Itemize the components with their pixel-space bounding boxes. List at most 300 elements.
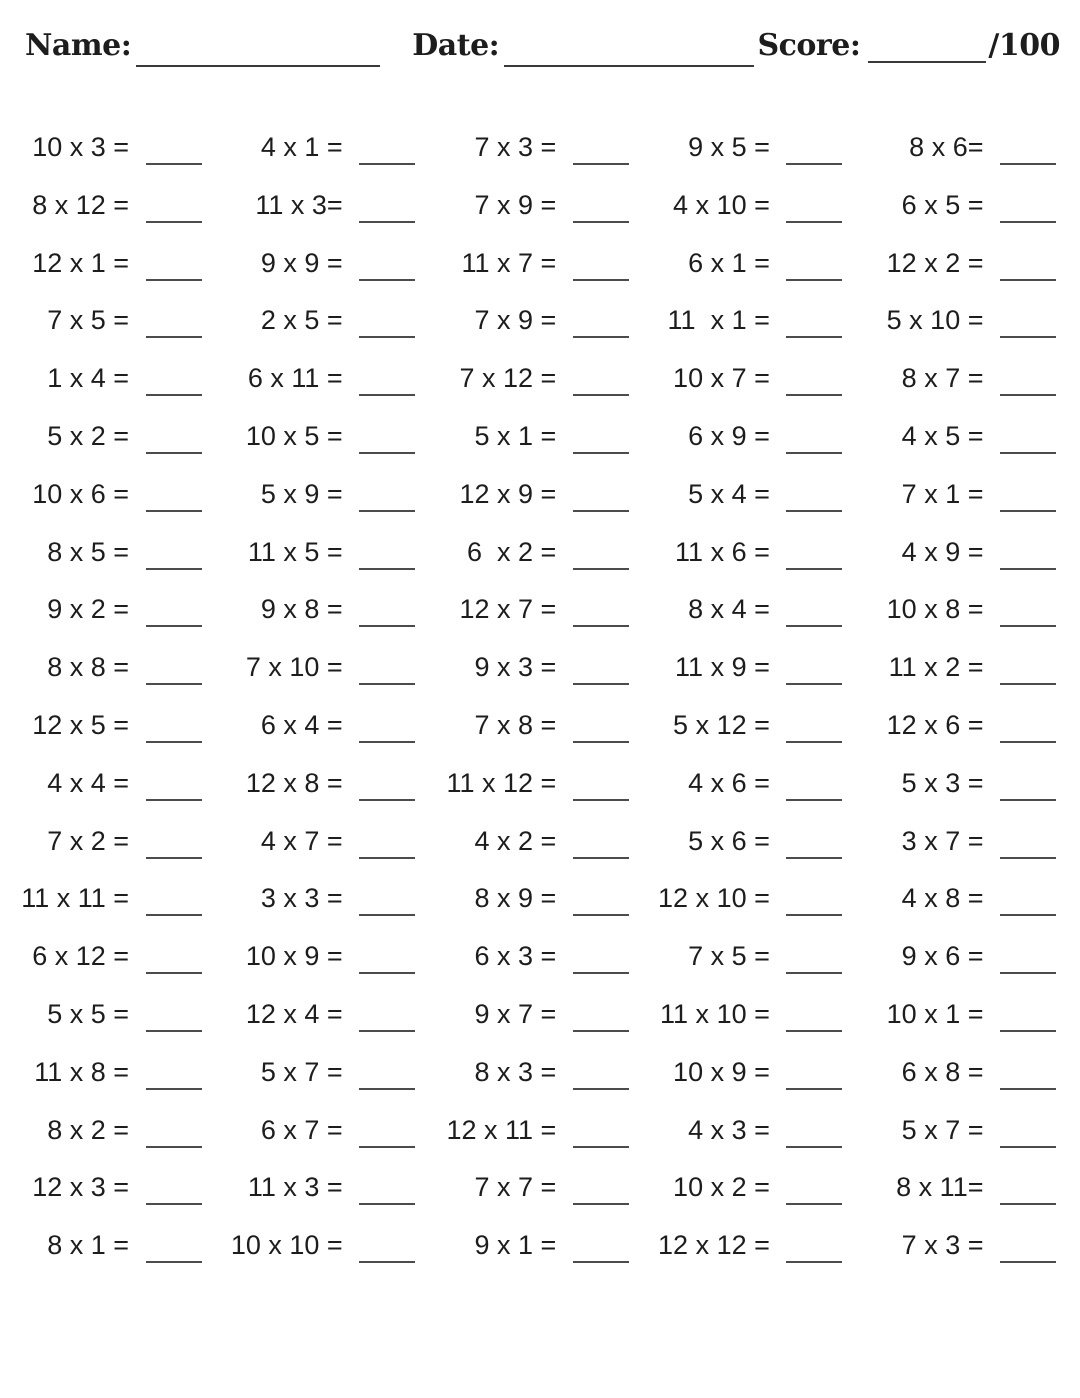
score-input-line[interactable] — [868, 60, 986, 63]
problem-cell — [218, 813, 432, 871]
problem-text: 11 x 9 = — [675, 652, 770, 683]
problem-cell — [645, 870, 859, 928]
answer-blank[interactable] — [146, 394, 202, 396]
problem-text: 6 x 12 = — [32, 941, 130, 972]
problem-text: 8 x 8 = — [47, 652, 130, 683]
problem-cell — [858, 408, 1072, 466]
problem-text: 7 x 10 = — [245, 652, 343, 683]
problem-text: 9 x 7 = — [474, 998, 557, 1029]
problem-cell — [645, 119, 859, 177]
problem-text: 7 x 5 = — [688, 941, 770, 972]
problem-text: 7 x 9 = — [474, 305, 557, 336]
answer-blank[interactable] — [786, 914, 842, 916]
answer-blank[interactable] — [146, 1146, 202, 1148]
problem-cell — [645, 1044, 859, 1102]
problem-cell — [431, 292, 645, 350]
answer-blank[interactable] — [359, 1088, 415, 1090]
problem-text: 11 x 3= — [255, 189, 343, 220]
problem-text: 6 x 7 = — [260, 1114, 343, 1145]
problem-text: 6 x 11 = — [247, 363, 343, 394]
problem-text: 12 x 4 = — [245, 998, 343, 1029]
problem-text: 8 x 3 = — [474, 1056, 557, 1087]
problem-text: 10 x 7 = — [673, 363, 770, 394]
answer-blank[interactable] — [359, 1203, 415, 1205]
answer-blank[interactable] — [573, 1261, 629, 1263]
problem-text: 12 x 8 = — [245, 767, 343, 798]
answer-blank[interactable] — [146, 452, 202, 454]
problem-cell — [858, 235, 1072, 293]
problem-cell — [4, 177, 218, 235]
problem-text: 10 x 9 = — [673, 1056, 770, 1087]
problem-cell — [4, 581, 218, 639]
problem-cell — [645, 466, 859, 524]
problem-text: 11 x 5 = — [247, 536, 343, 567]
problem-cell — [645, 928, 859, 986]
problem-cell — [218, 697, 432, 755]
answer-blank[interactable] — [573, 221, 629, 223]
answer-blank[interactable] — [146, 1203, 202, 1205]
problem-cell — [218, 466, 432, 524]
problem-text: 10 x 8 = — [886, 594, 984, 625]
date-input-line[interactable] — [504, 64, 754, 67]
problem-cell — [431, 177, 645, 235]
problem-cell — [218, 235, 432, 293]
answer-blank[interactable] — [786, 625, 842, 627]
problem-text: 12 x 1 = — [32, 247, 130, 278]
problem-text: 2 x 5 = — [260, 305, 343, 336]
problem-text: 11 x 2 = — [888, 652, 984, 683]
answer-blank[interactable] — [359, 914, 415, 916]
problem-cell — [4, 1159, 218, 1217]
problem-text: 8 x 6= — [909, 132, 984, 162]
problem-cell — [431, 928, 645, 986]
problem-text: 5 x 6 = — [688, 825, 770, 856]
problem-cell — [645, 813, 859, 871]
problem-cell — [218, 870, 432, 928]
answer-blank[interactable] — [1000, 683, 1056, 685]
problem-text: 4 x 7 = — [260, 825, 343, 856]
problem-text: 7 x 3 = — [901, 1230, 984, 1261]
problem-cell — [431, 524, 645, 582]
answer-blank[interactable] — [786, 394, 842, 396]
answer-blank[interactable] — [786, 1261, 842, 1263]
date-field — [412, 28, 754, 63]
answer-blank[interactable] — [359, 683, 415, 685]
answer-blank[interactable] — [573, 741, 629, 743]
answer-blank[interactable] — [786, 799, 842, 801]
answer-blank[interactable] — [359, 625, 415, 627]
answer-blank[interactable] — [786, 279, 842, 281]
problem-cell — [645, 581, 859, 639]
answer-blank[interactable] — [359, 1261, 415, 1263]
problem-text: 10 x 6 = — [32, 478, 130, 509]
problem-cell — [431, 1217, 645, 1275]
problem-text: 12 x 6 = — [886, 709, 984, 740]
answer-blank[interactable] — [573, 279, 629, 281]
answer-blank[interactable] — [573, 1146, 629, 1148]
problem-cell — [218, 408, 432, 466]
problem-text: 11 x 11 = — [21, 883, 130, 914]
answer-blank[interactable] — [786, 972, 842, 974]
answer-blank[interactable] — [1000, 1261, 1056, 1263]
answer-blank[interactable] — [1000, 914, 1056, 916]
problem-cell — [858, 639, 1072, 697]
answer-blank[interactable] — [1000, 336, 1056, 338]
answer-blank[interactable] — [786, 1030, 842, 1032]
problem-text: 7 x 2 = — [47, 825, 130, 856]
problem-text: 5 x 3 = — [901, 767, 984, 798]
name-label: Name: — [25, 28, 132, 63]
problem-cell — [431, 986, 645, 1044]
problem-text: 4 x 2 = — [474, 825, 557, 856]
problem-cell — [645, 1159, 859, 1217]
problem-text: 4 x 8 = — [901, 883, 984, 914]
problem-cell — [4, 870, 218, 928]
problem-cell — [858, 1217, 1072, 1275]
answer-blank[interactable] — [359, 1146, 415, 1148]
problem-text: 8 x 7 = — [901, 363, 984, 394]
answer-blank[interactable] — [786, 452, 842, 454]
problem-text: 10 x 5 = — [245, 420, 343, 451]
answer-blank[interactable] — [146, 510, 202, 512]
problem-cell — [858, 119, 1072, 177]
problem-text: 5 x 9 = — [260, 478, 343, 509]
problem-text: 4 x 4 = — [47, 767, 130, 798]
problem-cell — [645, 1217, 859, 1275]
answer-blank[interactable] — [786, 1203, 842, 1205]
answer-blank[interactable] — [573, 857, 629, 859]
answer-blank[interactable] — [786, 1146, 842, 1148]
problem-text: 1 x 4 = — [47, 363, 130, 394]
problem-text: 11 x 8 = — [34, 1056, 130, 1087]
problem-cell — [4, 1217, 218, 1275]
answer-blank[interactable] — [1000, 1030, 1056, 1032]
problem-cell — [431, 870, 645, 928]
problem-cell — [4, 350, 218, 408]
problem-text: 6 x 9 = — [688, 420, 770, 451]
problem-text: 5 x 2 = — [47, 420, 130, 451]
problem-text: 12 x 7 = — [459, 594, 557, 625]
problem-text: 4 x 6 = — [688, 767, 770, 798]
problem-cell — [645, 986, 859, 1044]
problem-text: 9 x 3 = — [474, 652, 557, 683]
problem-text: 8 x 2 = — [47, 1114, 130, 1145]
answer-blank[interactable] — [146, 1261, 202, 1263]
problem-cell — [858, 755, 1072, 813]
answer-blank[interactable] — [786, 1088, 842, 1090]
answer-blank[interactable] — [146, 336, 202, 338]
answer-blank[interactable] — [573, 972, 629, 974]
problem-text: 4 x 5 = — [901, 420, 984, 451]
answer-blank[interactable] — [573, 336, 629, 338]
answer-blank[interactable] — [1000, 857, 1056, 859]
answer-blank[interactable] — [1000, 972, 1056, 974]
problem-cell — [4, 119, 218, 177]
problem-cell — [858, 466, 1072, 524]
problem-text: 4 x 9 = — [901, 536, 984, 567]
answer-blank[interactable] — [359, 741, 415, 743]
problem-text: 4 x 3 = — [688, 1114, 770, 1145]
problems-grid — [4, 119, 1072, 1275]
problem-text: 8 x 11= — [896, 1172, 984, 1203]
answer-blank[interactable] — [573, 799, 629, 801]
problem-cell — [218, 1217, 432, 1275]
problem-cell — [218, 1102, 432, 1160]
problem-cell — [858, 813, 1072, 871]
problem-cell — [218, 119, 432, 177]
answer-blank[interactable] — [146, 568, 202, 570]
answer-blank[interactable] — [359, 857, 415, 859]
problem-text: 12 x 10 = — [658, 883, 770, 914]
problem-text: 7 x 8 = — [474, 709, 557, 740]
problem-cell — [4, 466, 218, 524]
problem-text: 6 x 1 = — [688, 247, 770, 278]
problem-text: 5 x 7 = — [901, 1114, 984, 1145]
problem-cell — [645, 177, 859, 235]
problem-text: 10 x 3 = — [32, 132, 130, 162]
problem-cell — [218, 1044, 432, 1102]
answer-blank[interactable] — [1000, 510, 1056, 512]
answer-blank[interactable] — [146, 279, 202, 281]
problem-text: 5 x 4 = — [688, 478, 770, 509]
problem-text: 10 x 1 = — [886, 998, 984, 1029]
answer-blank[interactable] — [1000, 1203, 1056, 1205]
problem-cell — [858, 697, 1072, 755]
answer-blank[interactable] — [1000, 1146, 1056, 1148]
problem-cell — [218, 524, 432, 582]
problem-cell — [645, 408, 859, 466]
problem-text: 12 x 11 = — [446, 1114, 557, 1145]
problem-cell — [218, 350, 432, 408]
problem-text: 5 x 12 = — [673, 709, 770, 740]
date-label: Date: — [412, 28, 500, 63]
problem-text: 8 x 12 = — [32, 189, 130, 220]
answer-blank[interactable] — [786, 163, 842, 165]
problem-cell — [218, 177, 432, 235]
problem-cell — [218, 639, 432, 697]
problem-cell — [858, 350, 1072, 408]
answer-blank[interactable] — [573, 568, 629, 570]
answer-blank[interactable] — [573, 394, 629, 396]
problem-cell — [858, 870, 1072, 928]
answer-blank[interactable] — [1000, 799, 1056, 801]
problem-cell — [858, 581, 1072, 639]
problem-cell — [218, 928, 432, 986]
problem-cell — [4, 986, 218, 1044]
problem-text: 5 x 10 = — [886, 305, 984, 336]
problem-cell — [431, 1159, 645, 1217]
problem-cell — [858, 928, 1072, 986]
answer-blank[interactable] — [573, 1203, 629, 1205]
problem-text: 7 x 9 = — [474, 189, 557, 220]
problem-cell — [645, 755, 859, 813]
problem-cell — [431, 581, 645, 639]
answer-blank[interactable] — [573, 1030, 629, 1032]
problem-text: 8 x 1 = — [47, 1230, 130, 1261]
problem-text: 9 x 6 = — [901, 941, 984, 972]
problem-text: 7 x 5 = — [47, 305, 130, 336]
problem-text: 10 x 9 = — [245, 941, 343, 972]
problem-cell — [431, 350, 645, 408]
problem-text: 7 x 3 = — [474, 132, 557, 162]
problem-cell — [4, 1102, 218, 1160]
answer-blank[interactable] — [146, 683, 202, 685]
answer-blank[interactable] — [786, 568, 842, 570]
score-label: Score: — [757, 28, 861, 63]
answer-blank[interactable] — [359, 972, 415, 974]
problem-cell — [858, 1044, 1072, 1102]
answer-blank[interactable] — [1000, 1088, 1056, 1090]
problem-cell — [645, 697, 859, 755]
answer-blank[interactable] — [146, 857, 202, 859]
problem-cell — [4, 408, 218, 466]
answer-blank[interactable] — [1000, 568, 1056, 570]
score-denominator: /100 — [988, 28, 1060, 63]
answer-blank[interactable] — [573, 683, 629, 685]
answer-blank[interactable] — [573, 163, 629, 165]
problem-text: 12 x 12 = — [658, 1230, 770, 1261]
problem-cell — [431, 408, 645, 466]
problem-cell — [431, 755, 645, 813]
answer-blank[interactable] — [573, 914, 629, 916]
problem-cell — [218, 755, 432, 813]
answer-blank[interactable] — [786, 336, 842, 338]
problem-text: 11 x 12 = — [446, 767, 557, 798]
problem-text: 12 x 5 = — [32, 709, 130, 740]
answer-blank[interactable] — [359, 279, 415, 281]
problem-text: 5 x 5 = — [47, 998, 130, 1029]
answer-blank[interactable] — [146, 741, 202, 743]
problem-cell — [645, 350, 859, 408]
problem-text: 5 x 7 = — [260, 1056, 343, 1087]
problem-cell — [218, 581, 432, 639]
answer-blank[interactable] — [146, 799, 202, 801]
problem-text: 6 x 4 = — [260, 709, 343, 740]
problem-cell — [645, 292, 859, 350]
problem-cell — [645, 524, 859, 582]
problem-cell — [858, 524, 1072, 582]
problem-cell — [645, 639, 859, 697]
problem-cell — [4, 813, 218, 871]
problem-cell — [218, 1159, 432, 1217]
answer-blank[interactable] — [1000, 221, 1056, 223]
answer-blank[interactable] — [146, 1088, 202, 1090]
problem-text: 9 x 8 = — [260, 594, 343, 625]
problem-text: 6 x 3 = — [474, 941, 557, 972]
name-field — [25, 28, 380, 63]
problem-text: 10 x 10 = — [230, 1230, 343, 1261]
problem-text: 8 x 5 = — [47, 536, 130, 567]
problem-cell — [4, 1044, 218, 1102]
problem-cell — [4, 524, 218, 582]
problem-text: 11 x 7 = — [461, 247, 557, 278]
answer-blank[interactable] — [359, 568, 415, 570]
problem-cell — [431, 1044, 645, 1102]
answer-blank[interactable] — [1000, 163, 1056, 165]
problem-cell — [858, 292, 1072, 350]
problem-cell — [431, 813, 645, 871]
answer-blank[interactable] — [573, 625, 629, 627]
score-field — [757, 28, 1060, 63]
problem-text: 11 x 10 = — [660, 998, 770, 1029]
answer-blank[interactable] — [786, 857, 842, 859]
problem-cell — [858, 1102, 1072, 1160]
problem-text: 7 x 12 = — [459, 363, 557, 394]
problem-text: 4 x 1 = — [260, 132, 343, 162]
problem-cell — [431, 639, 645, 697]
answer-blank[interactable] — [786, 221, 842, 223]
answer-blank[interactable] — [146, 625, 202, 627]
problem-text: 12 x 3 = — [32, 1172, 130, 1203]
answer-blank[interactable] — [786, 741, 842, 743]
problem-text: 6 x 5 = — [901, 189, 984, 220]
answer-blank[interactable] — [359, 799, 415, 801]
name-input-line[interactable] — [136, 64, 380, 67]
answer-blank[interactable] — [359, 221, 415, 223]
problem-cell — [858, 986, 1072, 1044]
answer-blank[interactable] — [359, 336, 415, 338]
answer-blank[interactable] — [1000, 625, 1056, 627]
answer-blank[interactable] — [573, 510, 629, 512]
problem-text: 11 x 1 = — [667, 305, 770, 336]
answer-blank[interactable] — [146, 163, 202, 165]
answer-blank[interactable] — [1000, 279, 1056, 281]
problem-cell — [431, 466, 645, 524]
problem-cell — [645, 235, 859, 293]
answer-blank[interactable] — [786, 683, 842, 685]
problem-cell — [431, 119, 645, 177]
problem-cell — [4, 292, 218, 350]
problem-text: 6 x 2 = — [466, 536, 557, 567]
answer-blank[interactable] — [359, 394, 415, 396]
answer-blank[interactable] — [146, 221, 202, 223]
problem-cell — [4, 639, 218, 697]
problem-cell — [858, 177, 1072, 235]
answer-blank[interactable] — [1000, 741, 1056, 743]
problem-cell — [858, 1159, 1072, 1217]
problem-cell — [431, 1102, 645, 1160]
answer-blank[interactable] — [786, 510, 842, 512]
problem-text: 9 x 9 = — [260, 247, 343, 278]
answer-blank[interactable] — [146, 1030, 202, 1032]
problem-cell — [4, 755, 218, 813]
problem-cell — [431, 235, 645, 293]
problem-text: 10 x 2 = — [673, 1172, 770, 1203]
problem-text: 9 x 1 = — [474, 1230, 557, 1261]
problem-cell — [218, 986, 432, 1044]
answer-blank[interactable] — [146, 972, 202, 974]
answer-blank[interactable] — [359, 163, 415, 165]
problem-text: 12 x 2 = — [886, 247, 984, 278]
answer-blank[interactable] — [1000, 394, 1056, 396]
answer-blank[interactable] — [573, 452, 629, 454]
problem-cell — [4, 928, 218, 986]
answer-blank[interactable] — [359, 1030, 415, 1032]
answer-blank[interactable] — [1000, 452, 1056, 454]
problem-cell — [4, 235, 218, 293]
answer-blank[interactable] — [359, 452, 415, 454]
problem-text: 9 x 2 = — [47, 594, 130, 625]
problem-text: 9 x 5 = — [688, 132, 770, 162]
problem-cell — [431, 697, 645, 755]
problem-text: 8 x 4 = — [688, 594, 770, 625]
worksheet-header — [0, 0, 1080, 70]
answer-blank[interactable] — [359, 510, 415, 512]
answer-blank[interactable] — [146, 914, 202, 916]
problem-text: 8 x 9 = — [474, 883, 557, 914]
answer-blank[interactable] — [573, 1088, 629, 1090]
problem-text: 3 x 3 = — [260, 883, 343, 914]
